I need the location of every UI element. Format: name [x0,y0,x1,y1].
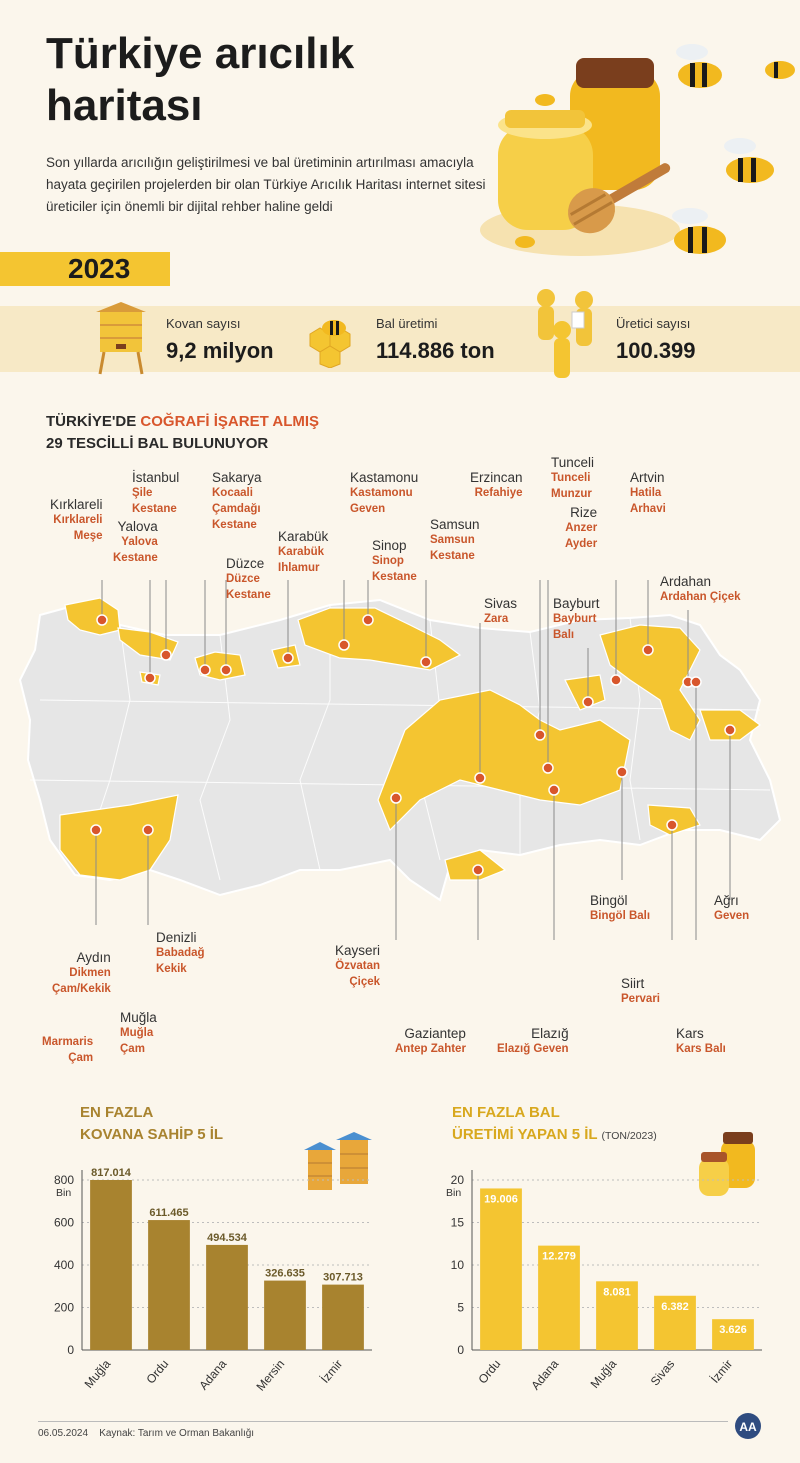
province-name: Siirt [621,976,645,991]
province-name: Artvin [630,470,665,485]
province-name: Erzincan [470,470,523,485]
province-name: Rize [570,505,598,520]
region-label [113,519,158,566]
chart-hives [30,1150,390,1410]
province-name: Kars [676,1026,704,1041]
region-label [52,950,111,997]
title-line-1: Türkiye arıcılık [46,29,355,78]
c1-data-label: 307.713 [323,1271,363,1284]
c2-unit-label: Bin [446,1187,462,1199]
stat-hive-label: Kovan sayısı [166,316,241,331]
province-name: Düzce [226,556,265,571]
c2-category-label: İzmir [707,1356,736,1386]
chart2-title-line2: ÜRETİMİ YAPAN 5 İL [452,1126,598,1143]
footer [38,1428,254,1439]
province-name: Sinop [372,538,407,553]
map-section-title [46,411,319,455]
province-name: Kastamonu [350,470,419,485]
turkey-map [0,580,800,940]
province-name: Kırklareli [50,497,103,512]
chart-honey-production [420,1150,780,1410]
c2-bar [480,1188,522,1350]
province-name: Gaziantep [404,1026,466,1041]
region-label [132,470,179,517]
region-label [470,470,523,501]
c1-ytick-label: 600 [53,1215,74,1230]
region-label [497,1026,569,1057]
region-label [156,930,205,977]
province-name: Sakarya [212,470,262,485]
map-title-line-2: 29 TESCİLLİ BAL BULUNUYOR [46,435,269,452]
honey-name: Çamdağı [212,503,261,515]
c2-ytick-label: 15 [450,1215,464,1230]
province-name: Ağrı [714,893,739,908]
honey-name: Bayburt [553,613,597,625]
honey-name: Bingöl Balı [590,910,651,922]
province-name: Aydın [76,950,111,965]
map-title-part-a: TÜRKİYE'DE [46,413,141,430]
honey-name: Dikmen [69,967,111,979]
honey-name: Kestane [372,571,417,583]
province-name: Yalova [117,519,158,534]
honey-name: Karabük [278,546,325,558]
c1-bar [322,1285,364,1350]
svg-text:AA: AA [739,1420,757,1434]
c1-data-label: 817.014 [91,1167,131,1179]
honey-name: Meşe [73,530,103,542]
intro-text: Son yıllarda arıcılığın geliştirilmesi ve bal üretiminin artırılması amacıyla hayata geçirilen projelerden bir olan Türkiye Arıcılık Haritası internet sitesi üreticiler için önemli bir dijital rehber haline geldi [46,155,486,214]
honey-name: Muğla [120,1027,154,1039]
region-label [335,943,380,990]
honey-name: Babadağ [156,947,205,959]
honey-name: Ardahan Çiçek [660,591,741,603]
region-label [590,893,650,924]
year-label: 2023 [68,253,131,284]
region-label [714,893,749,924]
region-label [553,596,600,643]
honey-name: Kocaali [212,487,253,499]
honey-name: Ayder [565,538,598,550]
c1-bar [206,1245,248,1350]
c1-category-label: Mersin [253,1356,288,1394]
honey-name: Elazığ Geven [497,1043,569,1055]
c1-bar [90,1180,132,1350]
c2-category-label: Sivas [647,1356,678,1389]
honey-name: Anzer [565,522,598,534]
province-name: Karabük [278,529,329,544]
honey-name: Özvatan [335,960,381,972]
honey-name: Kestane [430,550,475,562]
region-label [278,529,328,576]
region-label [660,574,741,605]
honey-name: Marmaris [42,1036,94,1048]
honey-name: Çam/Kekik [52,983,111,995]
region-label [551,455,594,502]
footer-date: 06.05.2024 [38,1428,89,1439]
region-label [430,517,480,564]
region-label [621,976,660,1007]
stat-producer-label: Üretici sayısı [616,316,691,331]
region-label [120,1010,157,1057]
c2-ytick-label: 0 [457,1343,464,1357]
chart1-title-line2: KOVANA SAHİP 5 İL [80,1126,224,1143]
c2-category-label: Adana [528,1356,562,1393]
c2-data-label: 12.279 [542,1250,576,1263]
aa-logo-icon [734,1412,762,1440]
stat-hive-value: 9,2 milyon [166,338,274,363]
honey-name: Şile [132,487,153,499]
c2-data-label: 3.626 [719,1324,747,1337]
honey-name: Çam [68,1052,94,1064]
beekeepers-icon [526,286,606,390]
honey-name: Hatila [630,487,662,499]
honey-name: Kestane [132,503,177,515]
honey-name: Kestane [113,552,158,564]
province-name: Muğla [120,1010,157,1025]
region-label [50,497,103,544]
c2-category-label: Muğla [587,1356,620,1391]
title-line-2: haritası [46,81,203,130]
province-name: Sivas [484,596,518,611]
region-label [630,470,666,517]
c2-data-label: 19.006 [484,1193,518,1206]
honey-name: Düzce [226,573,260,585]
region-label [212,470,262,533]
footer-source: Kaynak: Tarım ve Orman Bakanlığı [99,1428,255,1439]
c1-ytick-label: 0 [67,1343,74,1357]
honey-name: Ihlamur [278,562,320,574]
footer-divider [38,1421,728,1422]
c2-data-label: 8.081 [603,1286,631,1299]
honey-name: Çam [120,1043,145,1055]
region-label [42,1015,93,1066]
stat-honey-value: 114.886 ton [376,338,495,363]
honey-name: Yalova [121,536,158,548]
province-name: Bingöl [590,893,628,908]
honey-name: Kırklareli [53,514,103,526]
honey-name: Geven [350,503,386,515]
province-name: Kayseri [335,943,381,958]
honey-jars-bees-illustration [470,30,800,280]
bee-icon [676,44,722,88]
honey-name: Balı [553,629,575,641]
c2-ytick-label: 10 [450,1258,464,1272]
c1-data-label: 611.465 [149,1207,189,1220]
region-label [350,470,418,517]
honey-name: Pervari [621,993,661,1005]
honey-name: Arhavi [630,503,666,515]
honey-name: Kestane [226,589,271,601]
chart2-title-line1: EN FAZLA BAL [452,1104,560,1121]
honeycomb-bee-icon [300,312,364,368]
region-label [676,1026,726,1057]
chart1-title [80,1102,223,1146]
c1-bar [264,1281,306,1350]
region-label [565,505,597,552]
page-title [46,28,486,132]
c1-category-label: İzmir [317,1356,346,1386]
c2-data-label: 6.382 [661,1300,689,1313]
province-name: İstanbul [132,470,180,485]
region-label [395,1026,466,1057]
region-label [226,556,271,603]
c1-ytick-label: 800 [53,1173,74,1187]
province-name: Elazığ [531,1026,569,1041]
honey-name: Kastamonu [350,487,413,499]
honey-name: Zara [484,613,509,625]
c1-ytick-label: 200 [53,1300,74,1315]
province-name: Ardahan [660,574,712,589]
honey-name: Tunceli [551,472,591,484]
honey-name: Sinop [372,555,404,567]
honey-name: Geven [714,910,750,922]
province-name: Samsun [430,517,480,532]
honey-name: Kestane [212,519,257,531]
c1-data-label: 494.534 [207,1231,247,1244]
stat-producer-value: 100.399 [616,338,696,363]
honey-name: Munzur [551,488,592,500]
map-title-part-b: COĞRAFİ İŞARET ALMIŞ [140,413,320,430]
chart2-title [452,1102,657,1147]
c1-data-label: 326.635 [265,1267,305,1280]
stat-honey-label: Bal üretimi [376,316,438,331]
c1-unit-label: Bin [56,1187,72,1199]
province-name: Denizli [156,930,197,945]
chart2-title-note: (TON/2023) [601,1130,657,1142]
c1-category-label: Ordu [143,1356,172,1387]
province-name: Tunceli [551,455,595,470]
c1-category-label: Muğla [81,1356,114,1391]
province-name: Bayburt [553,596,600,611]
c2-category-label: Ordu [475,1356,504,1387]
chart1-title-line1: EN FAZLA [80,1104,154,1121]
honey-name: Çiçek [349,976,381,988]
honey-name: Samsun [430,534,475,546]
c1-ytick-label: 400 [53,1258,74,1272]
region-label [484,596,517,627]
c1-category-label: Adana [196,1356,230,1393]
honey-name: Kekik [156,963,187,975]
honey-name: Antep Zahter [395,1043,466,1055]
c1-bar [148,1220,190,1350]
c2-ytick-label: 5 [457,1300,464,1315]
honey-name: Refahiye [474,487,523,499]
beehive-icon [92,300,150,378]
region-label [372,538,417,585]
honey-name: Kars Balı [676,1043,726,1055]
c2-ytick-label: 20 [450,1173,464,1187]
